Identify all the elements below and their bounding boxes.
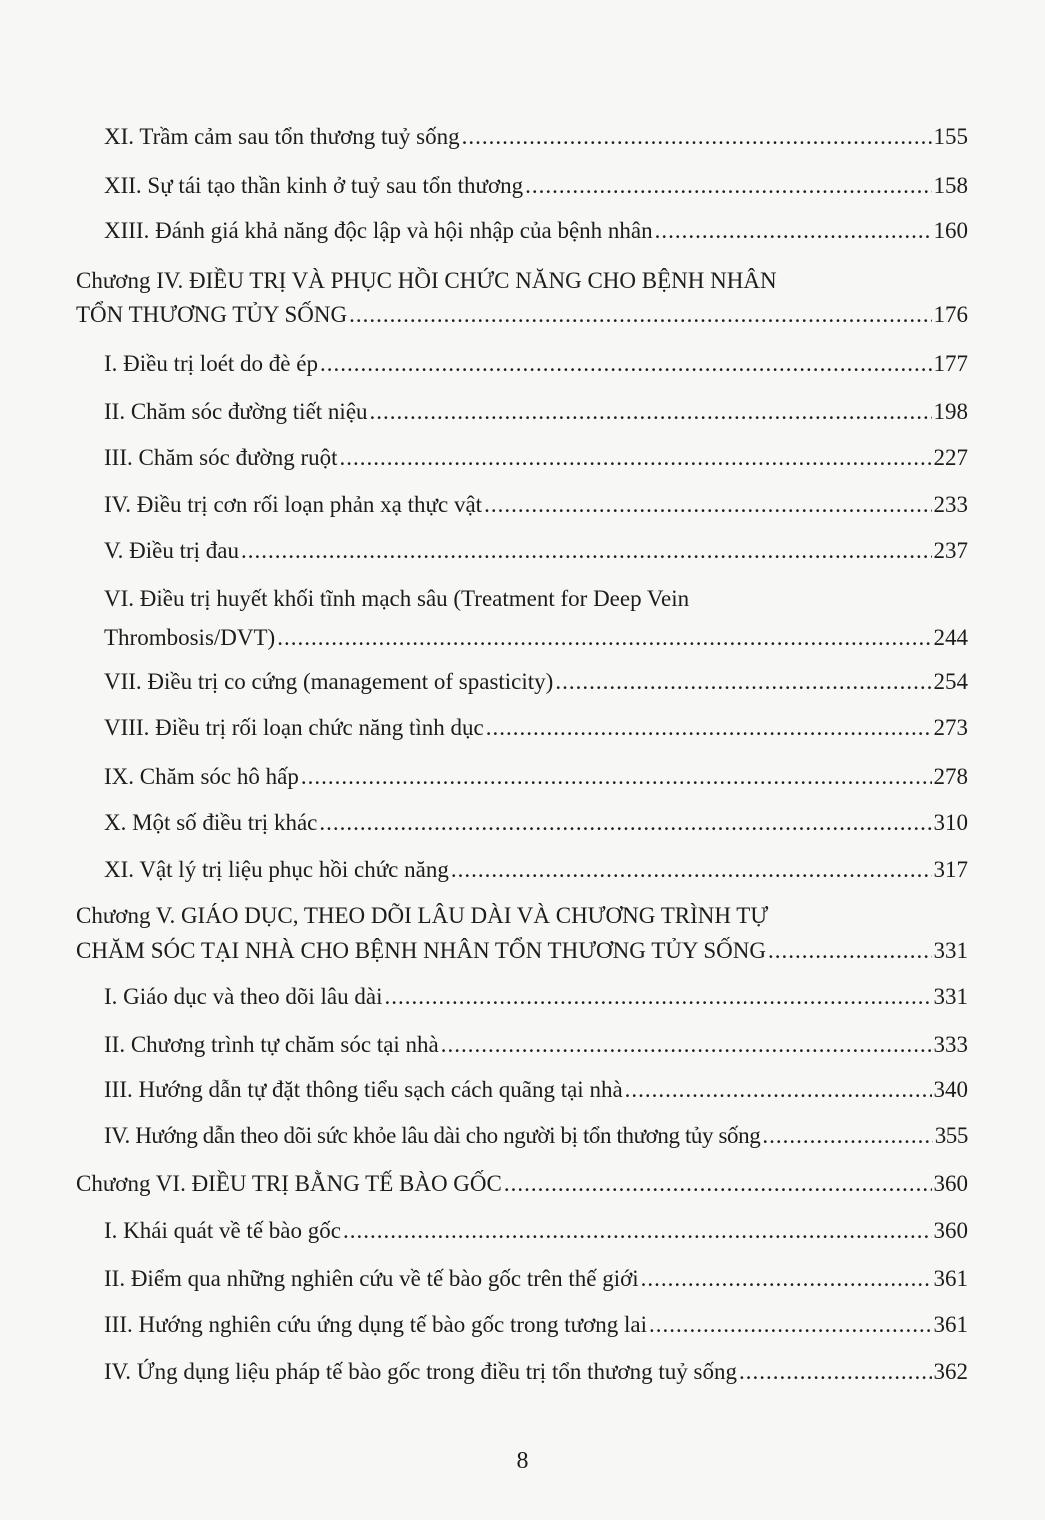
toc-entry-page: 355: [934, 1123, 968, 1148]
toc-entry[interactable]: [104, 1264, 968, 1294]
dot-leader: [486, 713, 932, 743]
dot-leader: [343, 1216, 932, 1246]
toc-entry-title: V. Điều trị đau: [104, 538, 240, 563]
toc-entry-title: IX. Chăm sóc hô hấp: [104, 764, 299, 789]
toc-entry-page: 177: [933, 351, 968, 376]
toc-entry-title: IV. Hướng dẫn theo dõi sức khỏe lâu dài cho người bị tổn thương tủy sống: [104, 1123, 761, 1148]
toc-entry-title: VIII. Điều trị rối loạn chức năng tình dục: [104, 715, 484, 740]
toc-entry-page: 317: [933, 857, 968, 882]
toc-entry-page: 331: [933, 984, 968, 1009]
toc-entry-page: 340: [933, 1077, 968, 1102]
toc-entry-page: 227: [933, 445, 968, 470]
toc-chapter-heading[interactable]: [76, 901, 968, 931]
toc-entry-page: 273: [933, 715, 968, 740]
dot-leader: [451, 855, 932, 885]
dot-leader: [768, 936, 932, 966]
toc-entry-page: 176: [933, 302, 968, 327]
toc-entry-page: 254: [933, 669, 968, 694]
toc-entry[interactable]: [104, 1310, 968, 1340]
toc-entry[interactable]: [104, 1357, 968, 1387]
toc-entry-title: TỔN THƯƠNG TỦY SỐNG: [76, 302, 348, 327]
toc-entry-wrapped[interactable]: [104, 584, 968, 614]
toc-entry[interactable]: [104, 122, 968, 152]
dot-leader: [739, 1357, 932, 1387]
toc-chapter-heading[interactable]: [76, 266, 968, 296]
toc-entry-title: II. Chương trình tự chăm sóc tại nhà: [104, 1032, 439, 1057]
page-number: 8: [516, 1448, 529, 1474]
toc-entry-title: III. Chăm sóc đường ruột: [104, 445, 338, 470]
toc-entry-page: 333: [933, 1032, 968, 1057]
toc-entry[interactable]: [104, 982, 968, 1012]
dot-leader: [555, 667, 931, 697]
toc-chapter-title: Chương V. GIÁO DỤC, THEO DÕI LÂU DÀI VÀ CHƯƠNG TRÌNH TỰ: [76, 903, 769, 928]
toc-entry-page: 198: [933, 399, 968, 424]
dot-leader: [641, 1264, 932, 1294]
toc-chapter-title: Chương IV. ĐIỀU TRỊ VÀ PHỤC HỒI CHỨC NĂNG CHO BỆNH NHÂN: [76, 268, 777, 293]
dot-leader: [525, 171, 931, 201]
toc-entry-title: XIII. Đánh giá khả năng độc lập và hội nhập của bệnh nhân: [104, 218, 653, 243]
dot-leader: [319, 808, 931, 838]
toc-entry-title: VI. Điều trị huyết khối tĩnh mạch sâu (Treatment for Deep Vein: [104, 586, 690, 611]
toc-entry[interactable]: [104, 808, 968, 838]
dot-leader: [370, 397, 932, 427]
toc-entry-title: Chương VI. ĐIỀU TRỊ BẰNG TẾ BÀO GỐC: [76, 1171, 502, 1196]
dot-leader: [484, 490, 931, 520]
toc-entry-page: 331: [933, 938, 968, 963]
toc-entry-title: Thrombosis/DVT): [104, 625, 276, 650]
toc-entry[interactable]: [104, 623, 968, 653]
dot-leader: [320, 349, 932, 379]
dot-leader: [762, 1121, 932, 1151]
toc-chapter-entry[interactable]: [76, 1169, 968, 1199]
toc-entry[interactable]: [104, 443, 968, 473]
toc-entry-title: I. Giáo dục và theo dõi lâu dài: [104, 984, 383, 1009]
toc-entry-page: 310: [933, 810, 968, 835]
toc-entry[interactable]: [104, 490, 968, 520]
toc-entry-title: XI. Vật lý trị liệu phục hồi chức năng: [104, 857, 449, 882]
toc-entry-page: 158: [933, 173, 968, 198]
toc-entry[interactable]: [104, 1121, 968, 1151]
toc-entry-title: III. Hướng dẫn tự đặt thông tiểu sạch cách quãng tại nhà: [104, 1077, 623, 1102]
toc-entry[interactable]: [104, 762, 968, 792]
toc-entry-page: 361: [933, 1312, 968, 1337]
toc-entry[interactable]: [104, 216, 968, 246]
toc-entry-page: 361: [933, 1266, 968, 1291]
toc-entry-title: I. Điều trị loét do đè ép: [104, 351, 318, 376]
toc-entry-page: 362: [933, 1359, 968, 1384]
toc-entry-title: VII. Điều trị co cứng (management of spasticity): [104, 669, 554, 694]
toc-entry-page: 360: [933, 1171, 968, 1196]
toc-entry-page: 155: [933, 124, 968, 149]
dot-leader: [504, 1169, 932, 1199]
toc-entry-title: XII. Sự tái tạo thần kinh ở tuỷ sau tổn thương: [104, 173, 524, 198]
toc-entry[interactable]: [104, 667, 968, 697]
toc-entry-title: III. Hướng nghiên cứu ứng dụng tế bào gốc trong tương lai: [104, 1312, 648, 1337]
toc-chapter-entry[interactable]: [76, 300, 968, 330]
dot-leader: [241, 536, 931, 566]
toc-entry[interactable]: [104, 1216, 968, 1246]
toc-entry-title: I. Khái quát về tế bào gốc: [104, 1218, 341, 1243]
dot-leader: [301, 762, 932, 792]
dot-leader: [462, 122, 932, 152]
dot-leader: [655, 216, 932, 246]
toc-entry[interactable]: [104, 397, 968, 427]
toc-entry-title: IV. Ứng dụng liệu pháp tế bào gốc trong điều trị tổn thương tuỷ sống: [104, 1359, 737, 1384]
toc-entry-title: XI. Trầm cảm sau tổn thương tuỷ sống: [104, 124, 460, 149]
toc-entry-title: II. Điểm qua những nghiên cứu về tế bào gốc trên thế giới: [104, 1266, 639, 1291]
toc-entry-title: IV. Điều trị cơn rối loạn phản xạ thực vật: [104, 492, 483, 517]
toc-entry-title: CHĂM SÓC TẠI NHÀ CHO BỆNH NHÂN TỔN THƯƠNG TỦY SỐNG: [76, 938, 766, 963]
toc-chapter-entry[interactable]: [76, 936, 968, 966]
toc-entry-title: II. Chăm sóc đường tiết niệu: [104, 399, 368, 424]
toc-entry-page: 237: [933, 538, 968, 563]
dot-leader: [277, 623, 931, 653]
toc-entry-page: 244: [933, 625, 968, 650]
dot-leader: [340, 443, 932, 473]
toc-entry[interactable]: [104, 349, 968, 379]
dot-leader: [441, 1030, 932, 1060]
dot-leader: [384, 982, 931, 1012]
dot-leader: [649, 1310, 931, 1340]
toc-entry-page: 360: [933, 1218, 968, 1243]
toc-entry[interactable]: [104, 171, 968, 201]
toc-entry[interactable]: [104, 1075, 968, 1105]
toc-entry[interactable]: [104, 713, 968, 743]
toc-entry-page: 233: [933, 492, 968, 517]
toc-entry-title: X. Một số điều trị khác: [104, 810, 318, 835]
dot-leader: [349, 300, 931, 330]
toc-entry[interactable]: [104, 1030, 968, 1060]
toc-entry[interactable]: [104, 536, 968, 566]
dot-leader: [625, 1075, 932, 1105]
toc-entry-page: 160: [933, 218, 968, 243]
toc-entry-page: 278: [933, 764, 968, 789]
toc-entry[interactable]: [104, 855, 968, 885]
